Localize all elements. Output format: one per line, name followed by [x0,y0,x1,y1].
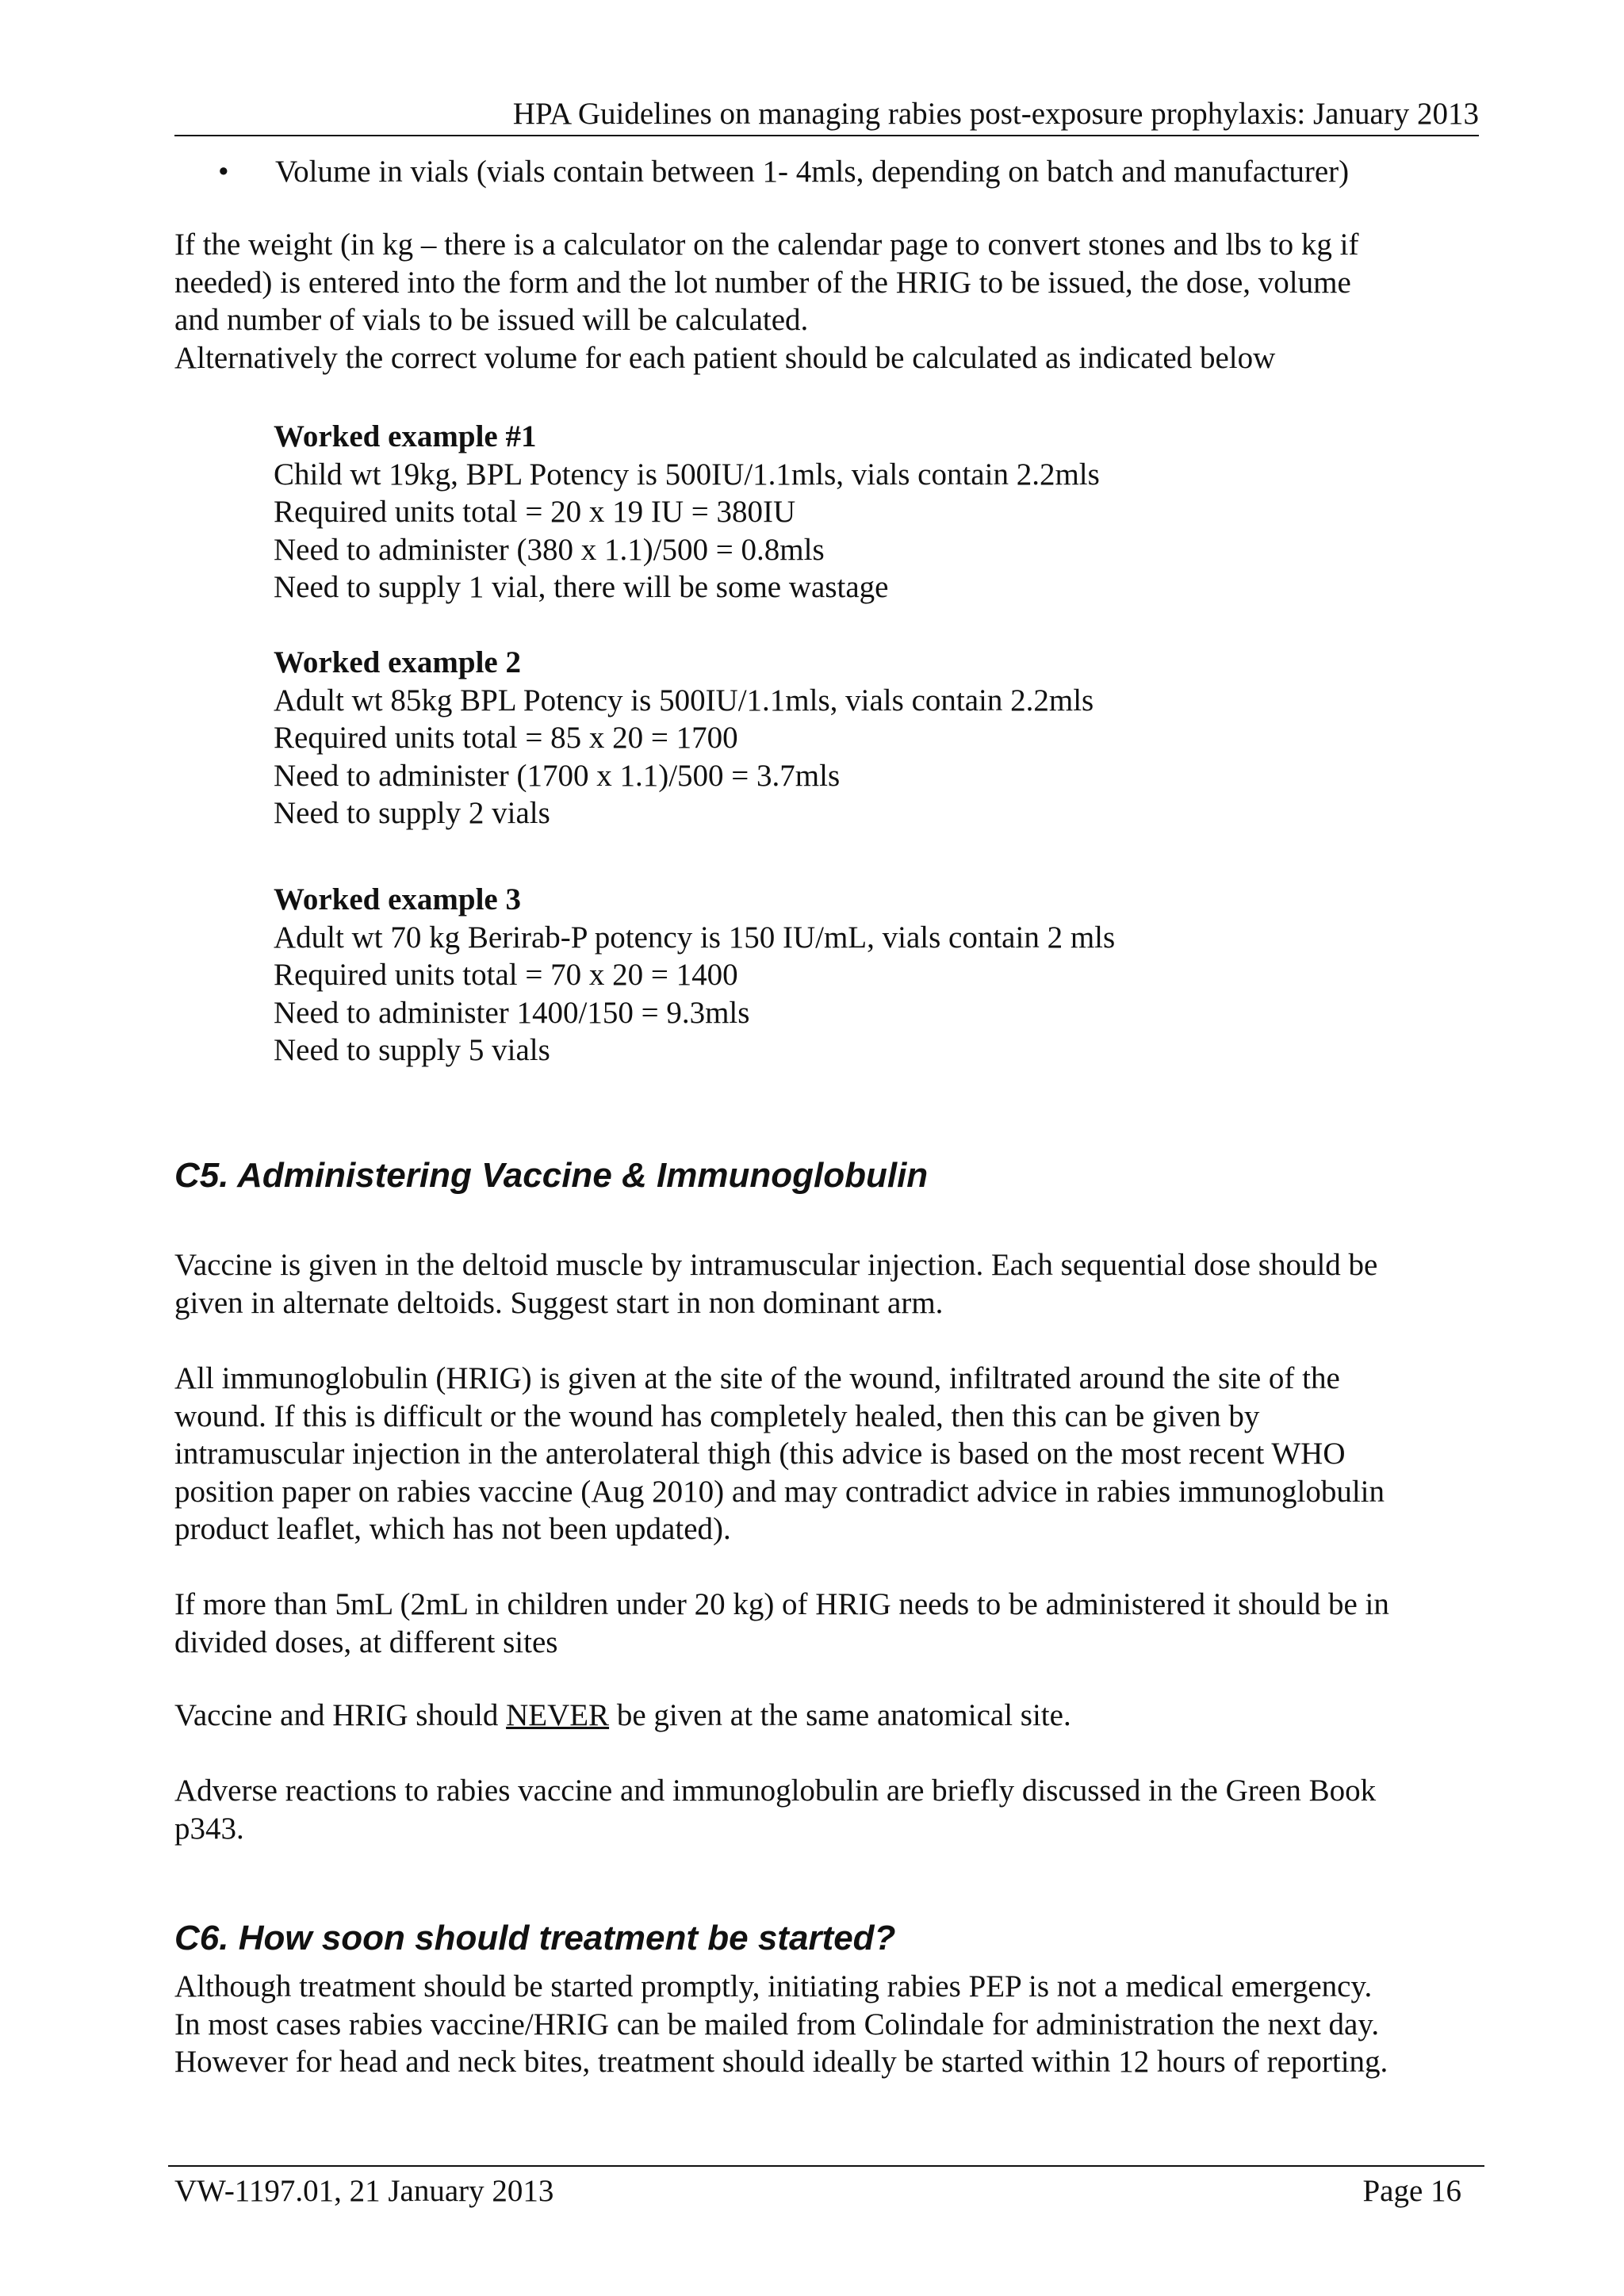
paragraph-line: product leaflet, which has not been updated). [174,1512,731,1546]
worked-example-line: Need to administer 1400/150 = 9.3mls [274,995,750,1030]
paragraph-line: Vaccine is given in the deltoid muscle by intramuscular injection. Each sequential dose should be [174,1248,1378,1282]
paragraph-line: intramuscular injection in the anterolateral thigh (this advice is based on the most recent WHO [174,1437,1346,1471]
text-run: be given at the same anatomical site. [609,1698,1071,1732]
paragraph-line [174,1697,1481,1735]
worked-example-line: Child wt 19kg, BPL Potency is 500IU/1.1mls, vials contain 2.2mls [274,457,1100,492]
worked-example-line: Need to administer (380 x 1.1)/500 = 0.8mls [274,532,825,567]
bullet-text: Volume in vials (vials contain between 1- 4mls, depending on batch and manufacturer) [275,155,1350,189]
paragraph-line: position paper on rabies vaccine (Aug 2010) and may contradict advice in rabies immunoglobulin [174,1474,1385,1509]
intro-paragraph [174,226,1481,377]
worked-example-line: Required units total = 85 x 20 = 1700 [274,721,738,755]
section-c5-heading: C5. Administering Vaccine & Immunoglobulin [174,1156,929,1195]
paragraph-line: All immunoglobulin (HRIG) is given at the site of the wound, infiltrated around the site of the [174,1361,1340,1395]
worked-example-line: Need to supply 1 vial, there will be some wastage [274,570,889,604]
section-c6-heading: C6. How soon should treatment be started? [174,1919,896,1957]
text-run: Vaccine and HRIG should [174,1698,507,1732]
intro-line: Alternatively the correct volume for each patient should be calculated as indicated below [174,340,1276,375]
c5-paragraph-5 [174,1772,1481,1847]
paragraph-line: divided doses, at different sites [174,1624,558,1659]
paragraph-line: p343. [174,1811,244,1846]
paragraph-line: Although treatment should be started promptly, initiating rabies PEP is not a medical emergency. [174,1969,1373,2003]
paragraph-line: given in alternate deltoids. Suggest start in non dominant arm. [174,1285,944,1320]
worked-example-line: Need to administer (1700 x 1.1)/500 = 3.7mls [274,758,841,793]
paragraph-line: Adverse reactions to rabies vaccine and immunoglobulin are briefly discussed in the Green Book [174,1774,1377,1808]
paragraph-line: If more than 5mL (2mL in children under 20 kg) of HRIG needs to be administered it should be in [174,1587,1389,1621]
worked-example-3 [274,881,1463,1070]
worked-example-line: Need to supply 2 vials [274,796,550,830]
bullet-dot-icon: • [218,155,229,189]
worked-example-title: Worked example 2 [274,645,521,679]
footer-doc-ref: VW-1197.01, 21 January 2013 [174,2174,554,2208]
worked-example-line: Adult wt 70 kg Berirab-P potency is 150 IU/mL, vials contain 2 mls [274,920,1116,955]
c5-paragraph-4 [174,1697,1481,1735]
c5-paragraph-2 [174,1360,1481,1548]
c5-paragraph-3 [174,1586,1481,1661]
running-header: HPA Guidelines on managing rabies post-exposure prophylaxis: January 2013 [174,95,1479,136]
paragraph-line: However for head and neck bites, treatment should ideally be started within 12 hours of reporting. [174,2045,1388,2079]
paragraph-line: In most cases rabies vaccine/HRIG can be mailed from Colindale for administration the next day. [174,2007,1380,2042]
paragraph-line: wound. If this is difficult or the wound has completely healed, then this can be given by [174,1399,1260,1433]
worked-example-line: Required units total = 70 x 20 = 1400 [274,958,738,992]
c6-paragraph-1 [174,1968,1481,2081]
worked-example-2 [274,644,1463,832]
worked-example-title: Worked example #1 [274,419,537,453]
intro-line: needed) is entered into the form and the lot number of the HRIG to be issued, the dose, volume [174,265,1351,300]
intro-line: and number of vials to be issued will be calculated. [174,303,809,337]
emphasis-never: NEVER [506,1698,610,1732]
footer-divider [168,2165,1484,2167]
worked-example-line: Need to supply 5 vials [274,1033,550,1067]
intro-line: If the weight (in kg – there is a calculator on the calendar page to convert stones and lbs to kg if [174,228,1359,262]
footer-page-number: Page 16 [1362,2174,1461,2208]
c5-paragraph-1 [174,1246,1481,1322]
worked-example-line: Required units total = 20 x 19 IU = 380IU [274,495,796,529]
worked-example-line: Adult wt 85kg BPL Potency is 500IU/1.1mls, vials contain 2.2mls [274,683,1094,718]
worked-example-title: Worked example 3 [274,882,521,916]
worked-example-1 [274,418,1463,607]
